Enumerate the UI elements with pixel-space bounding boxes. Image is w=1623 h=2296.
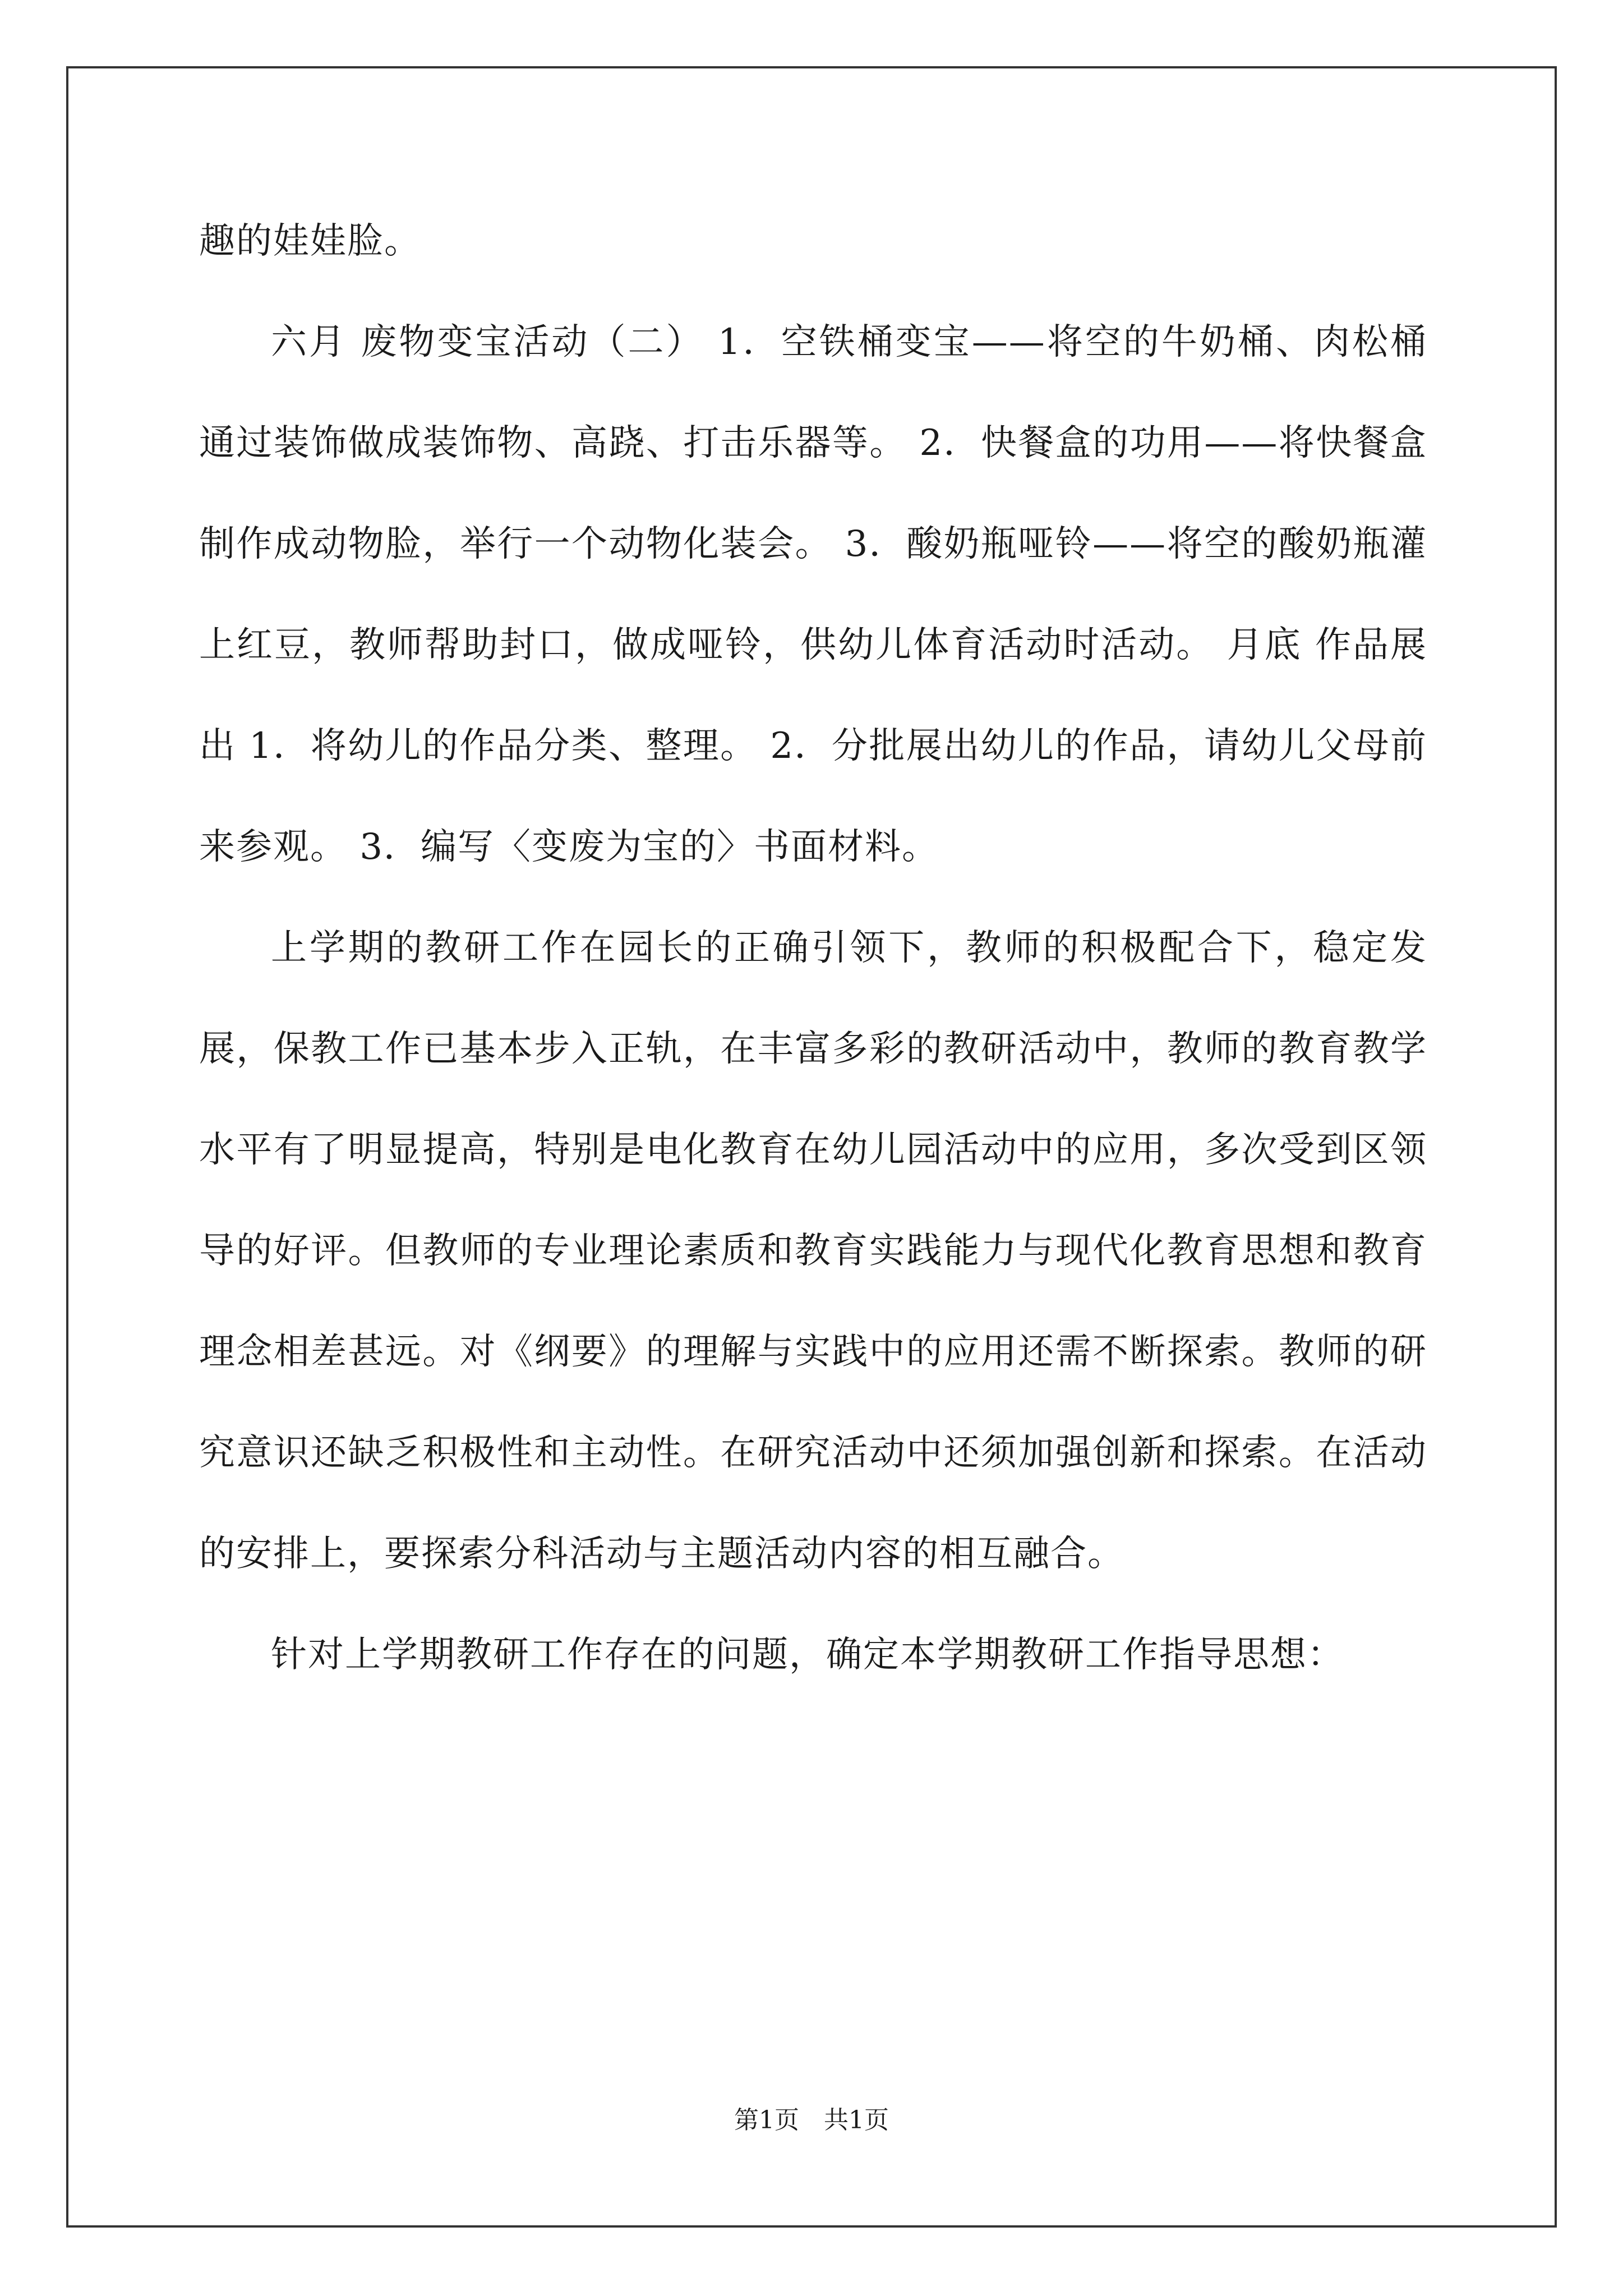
page-footer: 第1页 共1页: [734, 2106, 889, 2134]
paragraph-continuation: 趣的娃娃脸。: [199, 220, 421, 262]
document-body: [199, 191, 1427, 1705]
paragraph-june-activities: 六月 废物变宝活动（二） 1．空铁桶变宝——将空的牛奶桶、肉松桶通过装饰做成装饰物、高跷、打击乐器等。 2．快餐盒的功用——将快餐盒制作成动物脸，举行一个动物化装会。 3．酸奶瓶哑铃——将空的酸奶瓶灌上红豆，教师帮助封口，做成哑铃，供幼儿体育活动时活动。 月底 作品展出 1．将幼儿的作品分类、整理。 2．分批展出幼儿的作品，请幼儿父母前来参观。 3．编写〈变废为宝的〉书面材料。: [199, 321, 1427, 868]
paragraph-guiding-thought: 针对上学期教研工作存在的问题，确定本学期教研工作指导思想：: [271, 1634, 1344, 1676]
paragraph-last-semester-review: 上学期的教研工作在园长的正确引领下，教师的积极配合下，稳定发展，保教工作已基本步入正轨，在丰富多彩的教研活动中，教师的教育教学水平有了明显提高，特别是电化教育在幼儿园活动中的应用，多次受到区领导的好评。但教师的专业理论素质和教育实践能力与现代化教育思想和教育理念相差甚远。对《纲要》的理解与实践中的应用还需不断探索。教师的研究意识还缺乏积极性和主动性。在研究活动中还须加强创新和探索。在活动的安排上，要探索分科活动与主题活动内容的相互融合。: [199, 927, 1427, 1575]
